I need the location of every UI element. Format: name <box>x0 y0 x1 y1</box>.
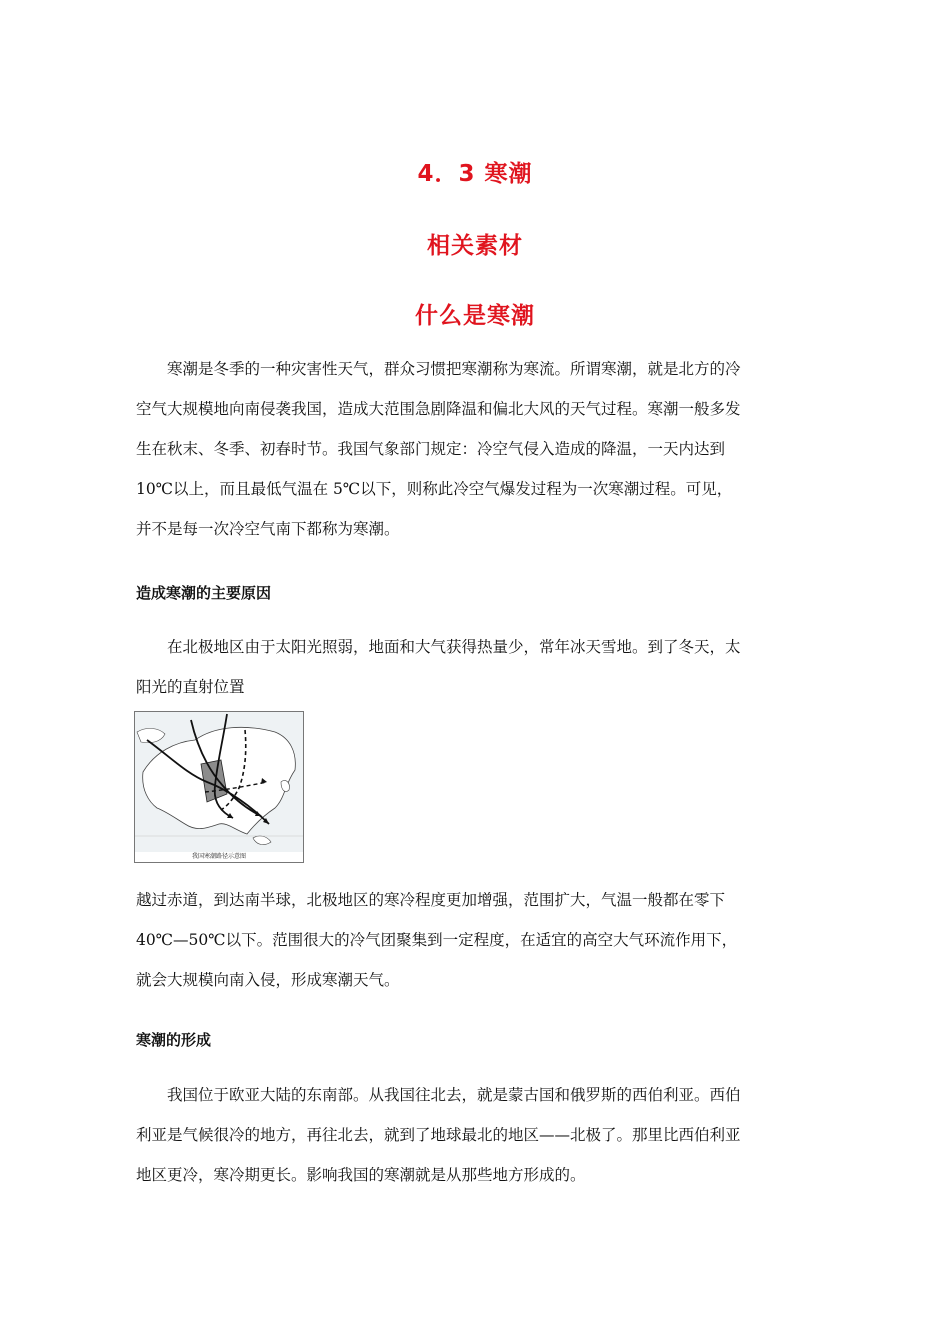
intro-line: 10℃以上，而且最低气温在 5℃以下，则称此冷空气爆发过程为一次寒潮过程。可见， <box>136 480 733 498</box>
formation-line: 我国位于欧亚大陆的东南部。从我国往北去，就是蒙古国和俄罗斯的西伯利亚。西伯 <box>167 1086 741 1104</box>
causes-line: 阳光的直射位置 <box>136 678 245 696</box>
intro-line: 并不是每一次冷空气南下都称为寒潮。 <box>136 520 400 538</box>
section-heading-formation: 寒潮的形成 <box>136 1031 212 1049</box>
intro-line: 寒潮是冬季的一种灾害性天气，群众习惯把寒潮称为寒流。所谓寒潮，就是北方的冷 <box>167 360 741 378</box>
intro-line: 生在秋末、冬季、初春时节。我国气象部门规定：冷空气侵入造成的降温，一天内达到 <box>136 440 726 458</box>
formation-paragraph <box>136 1075 816 1195</box>
causes-line: 在北极地区由于太阳光照弱，地面和大气获得热量少，常年冰天雪地。到了冬天，太 <box>167 638 741 656</box>
island-shape <box>253 836 271 845</box>
map-caption: 我国寒潮路径示意图 <box>135 852 303 862</box>
island-shape <box>137 728 165 742</box>
causes-paragraph-b <box>136 880 816 1000</box>
causes-line: 就会大规模向南入侵，形成寒潮天气。 <box>136 971 400 989</box>
cold-wave-path-map <box>134 711 304 863</box>
section-heading-causes: 造成寒潮的主要原因 <box>136 584 272 602</box>
formation-line: 地区更冷，寒冷期更长。影响我国的寒潮就是从那些地方形成的。 <box>136 1166 586 1184</box>
main-title: 4．3 寒潮 <box>417 161 533 187</box>
formation-line: 利亚是气候很冷的地方，再往北去，就到了地球最北的地区——北极了。那里比西伯利亚 <box>136 1126 741 1144</box>
intro-line: 空气大规模地向南侵袭我国，造成大范围急剧降温和偏北大风的天气过程。寒潮一般多发 <box>136 400 741 418</box>
subtitle: 相关素材 <box>427 233 523 259</box>
map-figure <box>135 712 303 852</box>
topic-title: 什么是寒潮 <box>415 303 535 329</box>
causes-line: 40℃—50℃以下。范围很大的冷气团聚集到一定程度，在适宜的高空大气环流作用下， <box>136 931 738 949</box>
causes-line: 越过赤道，到达南半球，北极地区的寒冷程度更加增强，范围扩大，气温一般都在零下 <box>136 891 726 909</box>
intro-paragraph <box>136 349 816 549</box>
causes-paragraph-a <box>136 627 816 707</box>
